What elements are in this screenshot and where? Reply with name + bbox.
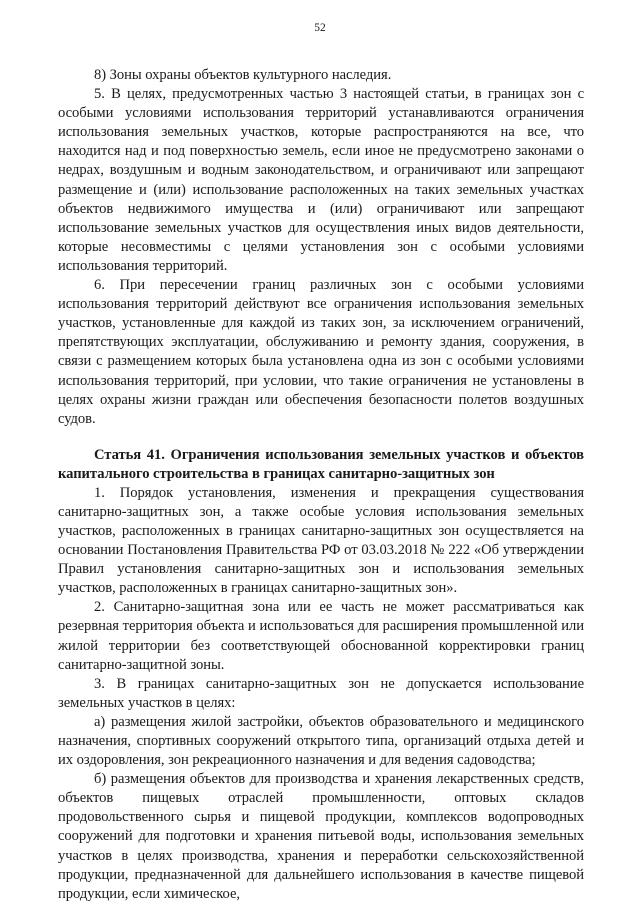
article-paragraph-1: 1. Порядок установления, изменения и прекращения существования санитарно-защитных зон, а также особые условия использования земельных участков, расположенных в границах санитарно-защитных зон осуществляется на основании Постановления Правительства РФ от 03.03.2018 № 222 «Об утверждении Правил установления санитарно-защитных зон и использования земельных участков, расположенных в границах санитарно-защитных зон». (58, 484, 584, 597)
paragraph-part-5: 5. В целях, предусмотренных частью 3 настоящей статьи, в границах зон с особыми условиями использования территорий устанавливаются ограничения использования земельных участков, которые распространяются на все, что находится над и под поверхностью земель, если иное не предусмотрено законами о недрах, воздушным и водным законодательством, и ограничивают или запрещают размещение и (или) использование расположенных на таких земельных участках объектов недвижимого имущества и (или) ограничивают или запрещают использование земельных участков для осуществления иных видов деятельности, которые несовместимы с целями установления зон с особыми условиями использования территорий. (58, 86, 584, 274)
paragraph-part-6: 6. При пересечении границ различных зон с особыми условиями использования территорий действуют все ограничения использования земельных участков, установленные для каждой из таких зон, за исключением ограничений, препятствующих эксплуатации, обслуживанию и ремонту здания, сооружения, в связи с размещением которых была установлена одна из зон с особыми условиями использования территорий, при условии, что такие ограничения не установлены в целях охраны жизни граждан или обеспечения безопасности полетов воздушных судов. (58, 277, 584, 427)
article-paragraph-3a: а) размещения жилой застройки, объектов образовательного и медицинского назначения, спортивных сооружений открытого типа, организаций отдыха детей и их оздоровления, зон рекреационного назначения и для ведения садоводства; (58, 713, 584, 769)
article-41-title: Статья 41. Ограничения использования земельных участков и объектов капитального строительства в границах санитарно-защитных зон (58, 446, 584, 482)
paragraph-item-8: 8) Зоны охраны объектов культурного наследия. (94, 67, 392, 83)
article-paragraph-3b: б) размещения объектов для производства и хранения лекарственных средств, объектов пищевых отраслей промышленности, оптовых складов продовольственного сырья и пищевой продукции, комплексов водопроводных сооружений для подготовки и хранения питьевой воды, использования земельных участков в целях производства, хранения и переработки сельскохозяйственной продукции, предназначенной для дальнейшего использования в качестве пищевой продукции, если химическое, (58, 771, 584, 902)
page-content (58, 66, 584, 904)
article-paragraph-2: 2. Санитарно-защитная зона или ее часть не может рассматриваться как резервная территория объекта и использоваться для расширения промышленной или жилой территории без соответствующей обоснованной корректировки границ санитарно-защитной зоны. (58, 599, 584, 673)
article-paragraph-3: 3. В границах санитарно-защитных зон не допускается использование земельных участков в целях: (58, 675, 584, 711)
page-number: 52 (314, 22, 326, 34)
